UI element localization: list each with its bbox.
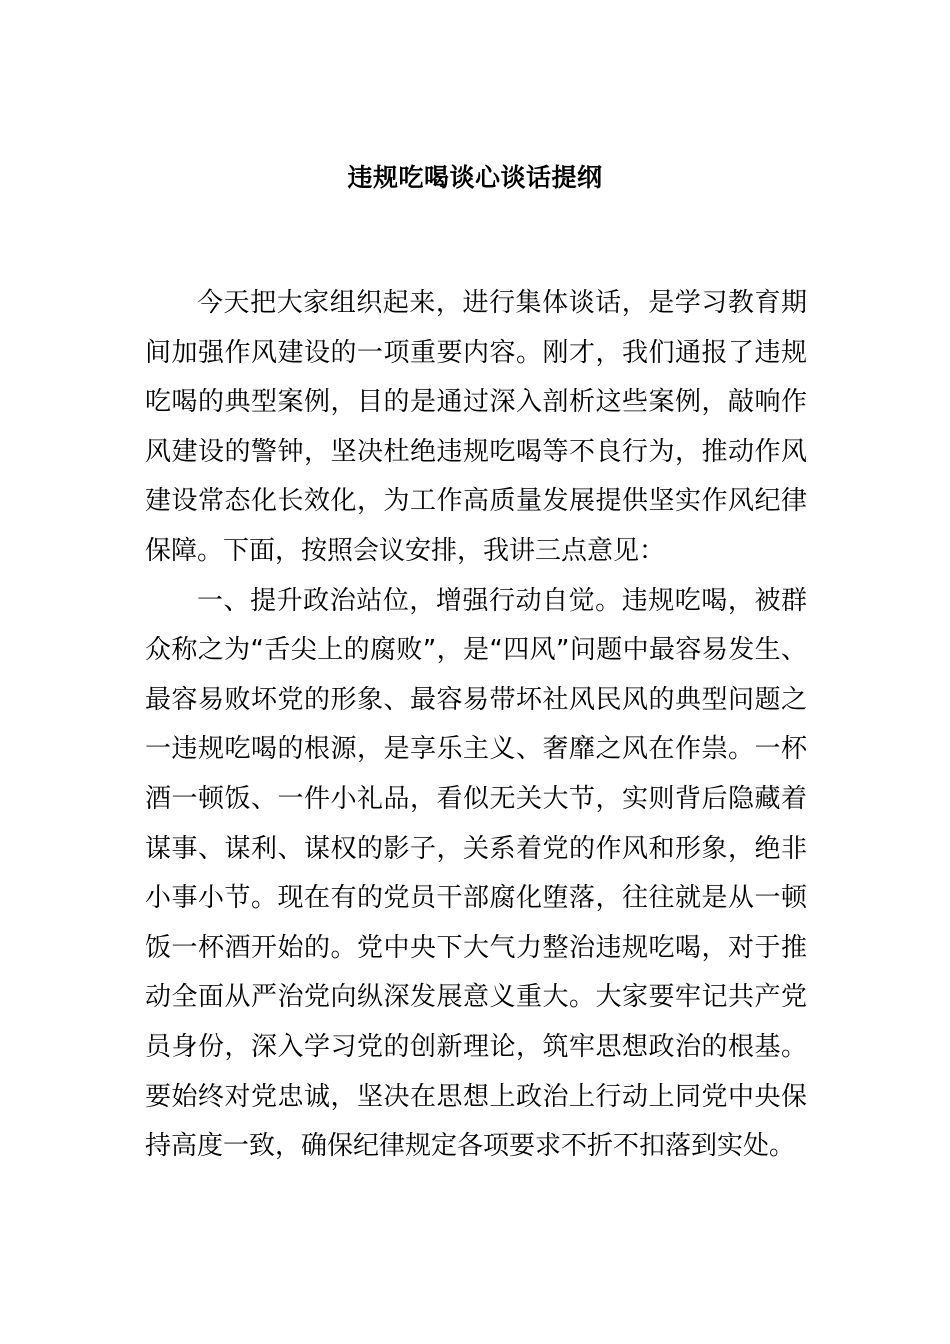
paragraph-point-one: 一、提升政治站位，增强行动自觉。违规吃喝，被群众称之为“舌尖上的腐败”，是“四风”问题中最容易发生、最容易败坏党的形象、最容易带坏社风民风的典型问题之一违规吃喝的根源，是享乐主义、奢靡之风在作祟。一杯酒一顿饭、一件小礼品，看似无关大节，实则背后隐藏着谋事、谋利、谋权的影子，关系着党的作风和形象，绝非小事小节。现在有的党员干部腐化堕落，往往就是从一顿饭一杯酒开始的。党中央下大气力整治违规吃喝，对于推动全面从严治党向纵深发展意义重大。大家要牢记共产党员身份，深入学习党的创新理论，筑牢思想政治的根基。要始终对党忠诚，坚决在思想上政治上行动上同党中央保持高度一致，确保纪律规定各项要求不折不扣落到实处。 <box>145 585 807 1162</box>
document-title: 违规吃喝谈心谈话提纲 <box>347 163 603 192</box>
document-body <box>145 279 807 1172</box>
paragraph-intro: 今天把大家组织起来，进行集体谈话，是学习教育期间加强作风建设的一项重要内容。刚才，我们通报了违规吃喝的典型案例，目的是通过深入剖析这些案例，敲响作风建设的警钟，坚决杜绝违规吃喝等不良行为，推动作风建设常态化长效化，为工作高质量发展提供坚实作风纪律保障。下面，按照会议安排，我讲三点意见： <box>145 288 807 566</box>
